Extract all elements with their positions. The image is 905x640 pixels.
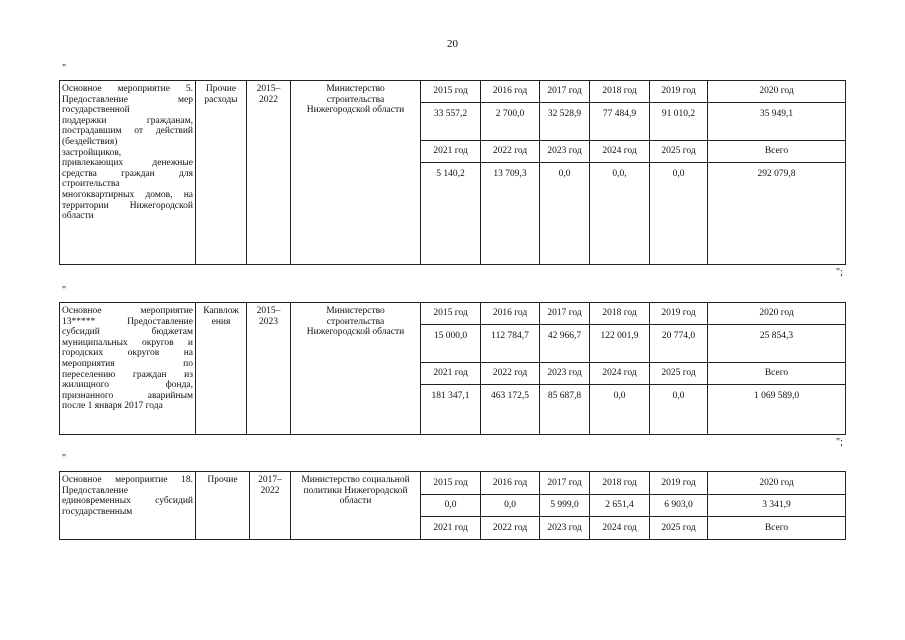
value-cell: 0,0 — [650, 163, 708, 265]
year-header: 2017 год — [540, 81, 590, 103]
text-line: Основное мероприятие — [62, 306, 193, 316]
value-cell: 15 000,0 — [421, 325, 481, 363]
value-cell: 91 010,2 — [650, 103, 708, 141]
text-line: области — [339, 496, 372, 507]
value-cell: 463 172,5 — [481, 385, 540, 435]
text-line: Предоставление — [62, 485, 128, 496]
year-header: 2016 год — [481, 303, 540, 325]
text-line: 2015– — [256, 84, 281, 94]
year-header: 2022 год — [481, 517, 540, 540]
year-header: 2018 год — [590, 472, 650, 495]
year-header: 2015 год — [421, 303, 481, 325]
year-header: 2019 год — [650, 472, 708, 495]
value-cell: 0,0 — [590, 385, 650, 435]
text-line: после 1 января 2017 года — [62, 401, 163, 412]
year-header: 2021 год — [421, 363, 481, 385]
year-header: 2021 год — [421, 517, 481, 540]
year-header: 2017 год — [540, 303, 590, 325]
year-header: 2024 год — [590, 141, 650, 163]
text-line: переселению граждан из — [62, 369, 193, 380]
year-header: 2018 год — [590, 303, 650, 325]
text-line: 2022 — [260, 485, 280, 496]
table-measure-5 — [59, 80, 846, 265]
year-header: 2023 год — [540, 517, 590, 540]
year-header: Всего — [708, 363, 846, 385]
year-header: 2025 год — [650, 363, 708, 385]
year-header: 2023 год — [540, 363, 590, 385]
year-header: 2022 год — [481, 363, 540, 385]
value-cell: 33 557,2 — [421, 103, 481, 141]
text-line: ения — [211, 316, 231, 327]
value-cell: 1 069 589,0 — [708, 385, 846, 435]
year-header: 2015 год — [421, 81, 481, 103]
expense-type — [196, 472, 250, 540]
year-header: 2025 год — [650, 141, 708, 163]
text-line: Министерство — [326, 306, 385, 316]
value-cell: 0,0 — [650, 385, 708, 435]
year-header: 2016 год — [481, 472, 540, 495]
text-line: территории Нижегородской — [62, 200, 193, 211]
text-line: мероприятия по — [62, 358, 193, 369]
value-cell: 13 709,3 — [481, 163, 540, 265]
text-line: 2015– — [256, 306, 281, 316]
text-line: пострадавшим от действий — [62, 126, 193, 137]
text-line: строительства — [326, 94, 385, 105]
text-line: 2022 — [259, 94, 278, 105]
value-cell: 5 140,2 — [421, 163, 481, 265]
table-measure-13 — [59, 302, 846, 435]
page-number: 20 — [447, 38, 458, 50]
text-line: государственной — [62, 105, 130, 116]
value-cell: 2 700,0 — [481, 103, 540, 141]
value-cell: 32 528,9 — [540, 103, 590, 141]
text-line: единовременных субсидий — [62, 496, 193, 507]
value-cell: 181 347,1 — [421, 385, 481, 435]
year-header: 2020 год — [708, 472, 846, 495]
year-header: 2015 год — [421, 472, 481, 495]
text-line: субсидий бюджетам — [62, 327, 193, 338]
text-line: Министерство — [326, 84, 385, 94]
text-line: Основное мероприятие 18. — [62, 475, 193, 485]
text-line: жилищного фонда, — [62, 380, 193, 391]
text-line: Основное мероприятие 5. — [62, 84, 193, 94]
year-header: 2022 год — [481, 141, 540, 163]
value-cell: 5 999,0 — [540, 495, 590, 517]
text-line: 13***** Предоставление — [62, 316, 193, 327]
text-line: Министерство социальной — [301, 475, 410, 485]
text-line: Нижегородской области — [306, 105, 405, 116]
value-cell: 25 854,3 — [708, 325, 846, 363]
executor — [291, 472, 421, 540]
text-line: государственным — [62, 506, 133, 517]
value-cell: 0,0 — [540, 163, 590, 265]
text-line: муниципальных округов и — [62, 337, 193, 348]
value-cell: 122 001,9 — [590, 325, 650, 363]
year-header: 2019 год — [650, 303, 708, 325]
period — [247, 303, 291, 435]
year-header: Всего — [708, 141, 846, 163]
period — [247, 81, 291, 265]
year-header: 2019 год — [650, 81, 708, 103]
text-line: области — [62, 211, 94, 222]
year-header: 2020 год — [708, 303, 846, 325]
year-header: 2023 год — [540, 141, 590, 163]
text-line: застройщиков, — [62, 147, 122, 158]
value-cell: 0,0 — [481, 495, 540, 517]
value-cell: 0,0 — [421, 495, 481, 517]
value-cell: 2 651,4 — [590, 495, 650, 517]
measure-description — [60, 472, 196, 540]
value-cell: 292 079,8 — [708, 163, 846, 265]
value-cell: 112 784,7 — [481, 325, 540, 363]
value-cell: 85 687,8 — [540, 385, 590, 435]
value-cell: 3 341,9 — [708, 495, 846, 517]
value-cell: 35 949,1 — [708, 103, 846, 141]
text-line: Нижегородской области — [306, 327, 405, 338]
text-line: многоквартирных домов, на — [62, 189, 193, 200]
text-line: политики Нижегородской — [303, 485, 408, 496]
text-line: Предоставление мер — [62, 94, 193, 105]
text-line: средства граждан для — [62, 168, 193, 179]
value-cell: 42 966,7 — [540, 325, 590, 363]
year-header: 2024 год — [590, 517, 650, 540]
year-header: 2020 год — [708, 81, 846, 103]
expense-type — [196, 303, 247, 435]
text-line: Прочие — [205, 84, 237, 94]
text-line: расходы — [204, 94, 238, 105]
text-line: признанного аварийным — [62, 390, 193, 401]
text-line: 2017– — [258, 475, 282, 485]
text-line: (бездействия) — [62, 136, 118, 147]
year-header: 2017 год — [540, 472, 590, 495]
table-measure-18 — [59, 471, 846, 540]
year-header: 2018 год — [590, 81, 650, 103]
measure-description — [60, 81, 196, 265]
text-line: строительства — [62, 179, 120, 190]
measure-description — [60, 303, 196, 435]
open-quote: " — [62, 453, 67, 464]
executor — [291, 81, 421, 265]
value-cell: 77 484,9 — [590, 103, 650, 141]
text-line: поддержки гражданам, — [62, 115, 193, 126]
year-header: Всего — [708, 517, 846, 540]
text-line: 2023 — [259, 316, 278, 327]
year-header: 2024 год — [590, 363, 650, 385]
period — [250, 472, 291, 540]
open-quote: " — [62, 285, 67, 296]
text-line: строительства — [326, 316, 385, 327]
value-cell: 20 774,0 — [650, 325, 708, 363]
value-cell: 6 903,0 — [650, 495, 708, 517]
text-line: Капвлож — [203, 306, 239, 316]
text-line: Прочие — [207, 475, 238, 485]
open-quote: " — [62, 63, 67, 74]
close-quote: "; — [836, 437, 843, 448]
text-line: городских округов на — [62, 348, 193, 359]
year-header: 2021 год — [421, 141, 481, 163]
expense-type — [196, 81, 247, 265]
value-cell: 0,0, — [590, 163, 650, 265]
text-line: привлекающих денежные — [62, 158, 193, 169]
executor — [291, 303, 421, 435]
year-header: 2016 год — [481, 81, 540, 103]
close-quote: "; — [836, 267, 843, 278]
year-header: 2025 год — [650, 517, 708, 540]
